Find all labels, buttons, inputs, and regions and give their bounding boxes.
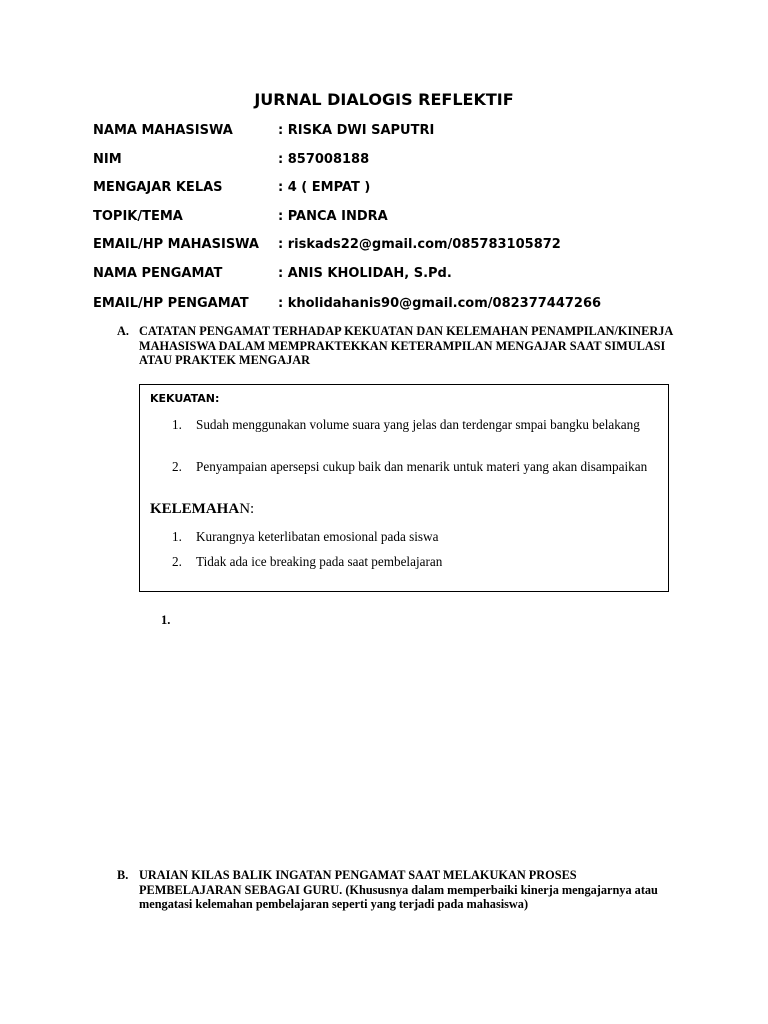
section-text: CATATAN PENGAMAT TERHADAP KEKUATAN DAN KELEMAHAN PENAMPILAN/KINERJA MAHASISWA DALAM MEMPRAKTEKKAN KETERAMPILAN MENGAJAR SAAT SIMULASI ATAU PRAKTEK MENGAJAR (139, 324, 673, 367)
list-text: Tidak ada ice breaking pada saat pembelajaran (196, 554, 443, 569)
info-value: : 4 ( EMPAT ) (278, 180, 371, 195)
info-label: EMAIL/HP MAHASISWA (93, 237, 259, 252)
section-letter: B. (117, 868, 129, 882)
list-number: 1. (172, 417, 182, 432)
list-number: 1. (172, 529, 182, 544)
info-value: : riskads22@gmail.com/085783105872 (278, 237, 561, 252)
info-value: : kholidahanis90@gmail.com/082377447266 (278, 296, 602, 311)
observation-box (139, 384, 669, 592)
info-value: : RISKA DWI SAPUTRI (278, 123, 435, 138)
info-value: : 857008188 (278, 152, 370, 167)
list-number: 2. (172, 459, 182, 474)
info-label: NIM (93, 152, 122, 167)
document-title: JURNAL DIALOGIS REFLEKTIF (254, 90, 514, 109)
info-label: NAMA MAHASISWA (93, 123, 233, 138)
kekuatan-heading: KEKUATAN: (150, 392, 220, 405)
info-value: : PANCA INDRA (278, 209, 388, 224)
section-text: URAIAN KILAS BALIK INGATAN PENGAMAT SAAT MELAKUKAN PROSES PEMBELAJARAN SEBAGAI GURU. (Khususnya dalam memperbaiki kinerja mengajarnya atau mengatasi kelemahan pembelajaran seperti yang terjadi pada mahasiswa) (139, 868, 658, 911)
list-text: Penyampaian apersepsi cukup baik dan menarik untuk materi yang akan disampaikan (196, 459, 648, 474)
info-value: : ANIS KHOLIDAH, S.Pd. (278, 266, 452, 281)
info-label: TOPIK/TEMA (93, 209, 183, 224)
list-number: 2. (172, 554, 182, 569)
kelemahan-heading (150, 501, 254, 518)
info-label: EMAIL/HP PENGAMAT (93, 296, 249, 311)
empty-list-number: 1. (161, 613, 171, 627)
section-letter: A. (117, 324, 129, 338)
info-label: NAMA PENGAMAT (93, 266, 223, 281)
info-label: MENGAJAR KELAS (93, 180, 223, 195)
kelemahan-heading-rest: N: (239, 501, 255, 517)
list-text: Kurangnya keterlibatan emosional pada siswa (196, 529, 439, 544)
list-text: Sudah menggunakan volume suara yang jelas dan terdengar smpai bangku belakang (196, 417, 640, 432)
kelemahan-heading-bold: KELEMAHA (150, 501, 240, 517)
